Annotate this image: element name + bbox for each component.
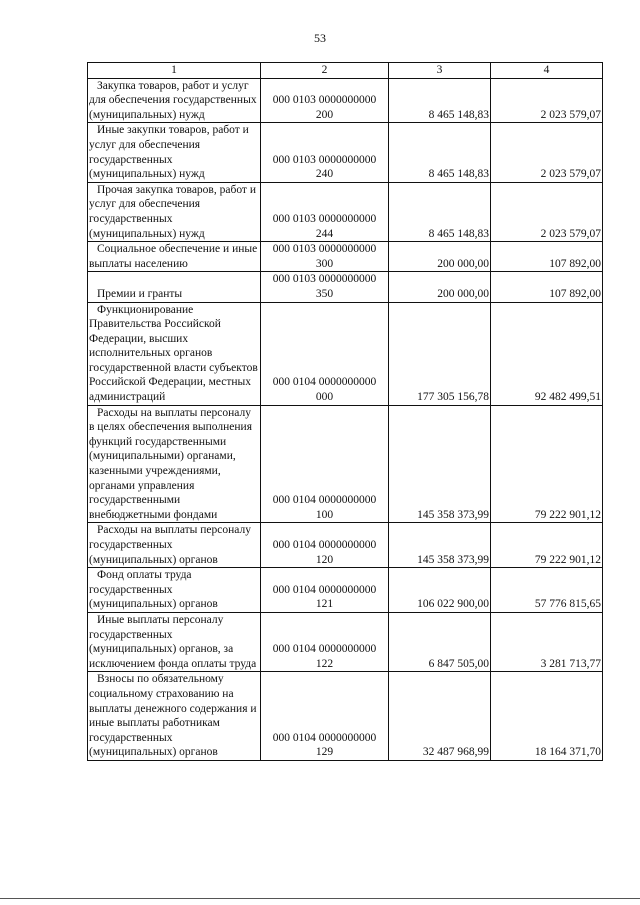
row-name: Премии и гранты (97, 287, 183, 300)
row-code-cell (261, 182, 389, 241)
row-executed-value: 2 023 579,07 (491, 123, 603, 182)
row-code: 000 0103 0000000000 (272, 212, 377, 225)
row-code-cell (261, 123, 389, 182)
row-name: Социальное обеспечение и иные выплаты населению (89, 243, 258, 270)
row-executed-value: 2 023 579,07 (491, 182, 603, 241)
row-name: Функционирование Правительства Российской Федерации, высших исполнительных органов государственной власти субъектов Российской Федерации, местных администраций (89, 303, 258, 404)
row-code-suffix: 129 (315, 746, 334, 759)
row-executed-value: 107 892,00 (491, 272, 603, 302)
row-code-cell (261, 612, 389, 671)
row-name: Иные выплаты персоналу государственных (муниципальных) органов, за исключением фонда оплаты труда (89, 613, 257, 670)
row-executed-value: 18 164 371,70 (491, 672, 603, 761)
row-code-suffix: 100 (315, 508, 334, 521)
row-code-cell (261, 672, 389, 761)
page-number: 53 (314, 31, 326, 45)
table-header-row (88, 63, 603, 79)
scan-edge-divider (0, 898, 640, 899)
row-code: 000 0104 0000000000 (272, 643, 377, 656)
row-code-suffix: 244 (315, 227, 334, 240)
row-name: Иные закупки товаров, работ и услуг для обеспечения государственных (муниципальных) нужд (89, 124, 249, 181)
row-planned-value: 6 847 505,00 (389, 612, 491, 671)
row-code-suffix: 000 (315, 391, 334, 404)
row-planned-value: 32 487 968,99 (389, 672, 491, 761)
row-planned-value: 106 022 900,00 (389, 568, 491, 613)
row-code-cell (261, 302, 389, 405)
table-row (88, 523, 603, 568)
row-code-suffix: 200 (315, 108, 334, 121)
row-planned-value: 200 000,00 (389, 242, 491, 272)
row-name-cell (88, 182, 261, 241)
table-row (88, 78, 603, 123)
row-code: 000 0104 0000000000 (272, 376, 377, 389)
column-header: 1 (88, 63, 261, 79)
row-executed-value: 107 892,00 (491, 242, 603, 272)
row-name: Расходы на выплаты персоналу в целях обеспечения выполнения функций государственными (муниципальными) органами, казенными учреждениями, органами управления государственными внебюджетными фондами (89, 406, 252, 521)
row-code: 000 0104 0000000000 (272, 583, 377, 596)
row-code-suffix: 300 (315, 257, 334, 270)
row-planned-value: 200 000,00 (389, 272, 491, 302)
row-code-suffix: 122 (315, 657, 334, 670)
row-code: 000 0103 0000000000 (272, 94, 377, 107)
row-code: 000 0104 0000000000 (272, 539, 377, 551)
row-code-suffix: 120 (315, 553, 334, 566)
row-code-cell (261, 405, 389, 523)
row-name-cell (88, 302, 261, 405)
row-name: Расходы на выплаты персоналу государственных (муниципальных) органов (89, 524, 251, 566)
row-planned-value: 8 465 148,83 (389, 78, 491, 123)
row-planned-value: 8 465 148,83 (389, 123, 491, 182)
row-name: Фонд оплаты труда государственных (муниципальных) органов (89, 569, 218, 611)
table-row (88, 242, 603, 272)
row-code-cell (261, 272, 389, 302)
table-row (88, 123, 603, 182)
row-name-cell (88, 272, 261, 302)
row-code: 000 0104 0000000000 (272, 494, 377, 507)
row-name-cell (88, 405, 261, 523)
row-planned-value: 8 465 148,83 (389, 182, 491, 241)
table-row (88, 405, 603, 523)
table-row (88, 272, 603, 302)
row-planned-value: 145 358 373,99 (389, 523, 491, 568)
table-row (88, 182, 603, 241)
row-name-cell (88, 568, 261, 613)
row-name-cell (88, 78, 261, 123)
row-code-cell (261, 78, 389, 123)
row-code-suffix: 240 (315, 168, 334, 181)
row-name: Взносы по обязательному социальному страхованию на выплаты денежного содержания и иные выплаты работникам государственных (муниципальных) органов (89, 673, 257, 759)
row-executed-value: 57 776 815,65 (491, 568, 603, 613)
row-code: 000 0103 0000000000 (272, 153, 377, 166)
column-header: 4 (491, 63, 603, 79)
row-name-cell (88, 123, 261, 182)
row-name-cell (88, 523, 261, 568)
row-planned-value: 177 305 156,78 (389, 302, 491, 405)
table-row (88, 302, 603, 405)
row-executed-value: 2 023 579,07 (491, 78, 603, 123)
row-code: 000 0104 0000000000 (272, 731, 377, 744)
row-name-cell (88, 672, 261, 761)
row-name-cell (88, 242, 261, 272)
row-code: 000 0103 0000000000 (272, 273, 377, 286)
row-code-suffix: 121 (315, 598, 334, 611)
row-executed-value: 92 482 499,51 (491, 302, 603, 405)
row-code: 000 0103 0000000000 (272, 243, 377, 256)
row-executed-value: 3 281 713,77 (491, 612, 603, 671)
row-name: Прочая закупка товаров, работ и услуг для обеспечения государственных (муниципальных) нужд (89, 183, 256, 240)
table-row (88, 612, 603, 671)
row-code-cell (261, 568, 389, 613)
budget-table (87, 62, 603, 761)
column-header: 3 (389, 63, 491, 79)
row-name-cell (88, 612, 261, 671)
row-name: Закупка товаров, работ и услуг для обеспечения государственных (муниципальных) нужд (89, 79, 257, 121)
row-executed-value: 79 222 901,12 (491, 405, 603, 523)
row-code-cell (261, 523, 389, 568)
table-row (88, 672, 603, 761)
table-row (88, 568, 603, 613)
row-planned-value: 145 358 373,99 (389, 405, 491, 523)
row-executed-value: 79 222 901,12 (491, 523, 603, 568)
row-code-suffix: 350 (315, 287, 334, 300)
row-code-cell (261, 242, 389, 272)
column-header: 2 (261, 63, 389, 79)
